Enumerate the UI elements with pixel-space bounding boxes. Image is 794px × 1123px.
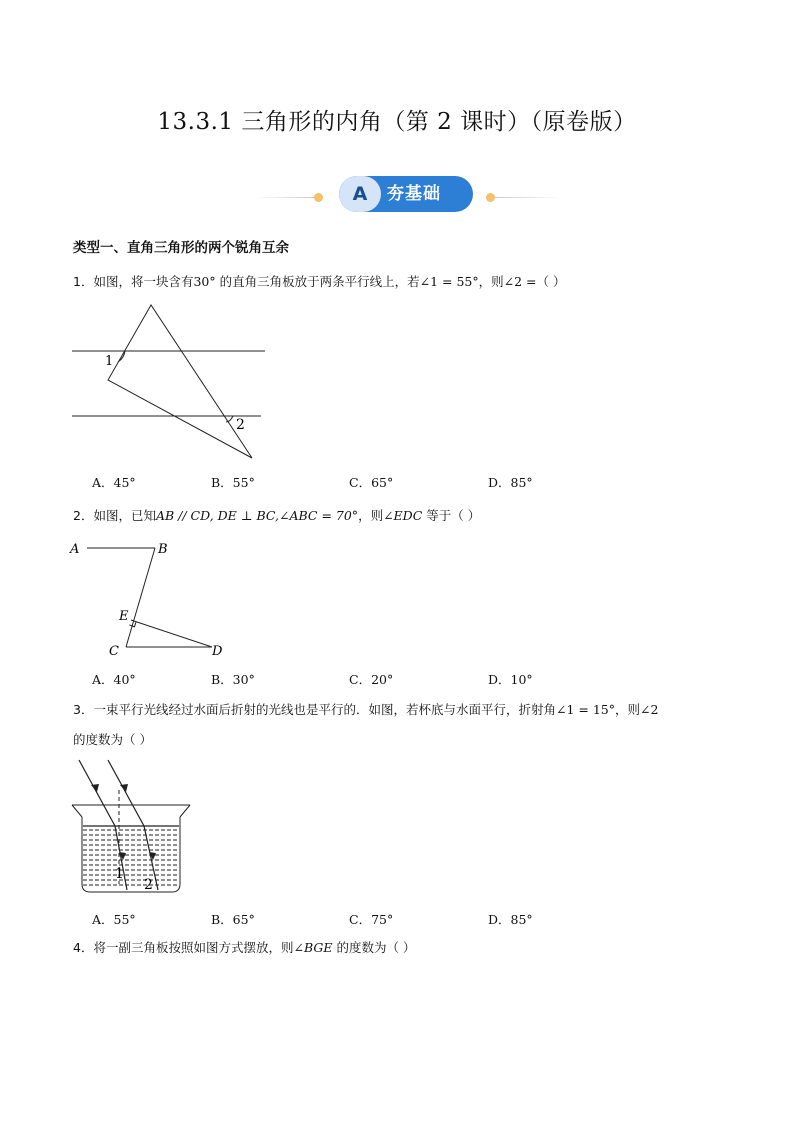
q4-angle-bge: ∠BGE xyxy=(293,940,333,955)
question-3-text xyxy=(73,700,658,720)
q3-part-c: ，则 xyxy=(614,702,640,717)
q1-angle-1: ∠1 = 55° xyxy=(419,274,479,289)
divider-left xyxy=(255,197,315,198)
section-badge-header xyxy=(0,175,794,215)
q3-option-b[interactable]: B．65° xyxy=(211,912,255,927)
question-3-text-line2: 的度数为（ ） xyxy=(73,732,152,747)
q1-blank: （ ） xyxy=(536,274,566,289)
q3-angle-2: ∠2 xyxy=(640,702,659,717)
q2-option-d[interactable]: D．10° xyxy=(488,672,533,687)
level-badge xyxy=(339,176,473,212)
q1-angle-30: 30° xyxy=(193,274,216,289)
q3-part-a: 3．一束平行光线经过水面后折射的光线也是平行的．如图，若杯底与水面平行，折射角 xyxy=(73,702,556,717)
q3-angle-1: ∠1 = 15° xyxy=(555,702,615,717)
q1-part-e: ，则 xyxy=(478,274,504,289)
page-title: 13.3.1 三角形的内角（第 2 课时）（原卷版） xyxy=(157,109,637,135)
dot-right xyxy=(486,193,495,202)
q3-label-1: 1 xyxy=(115,866,124,882)
q1-label-1: 1 xyxy=(105,354,114,369)
badge-text: 夯基础 xyxy=(387,184,441,204)
q2-label-c: C xyxy=(109,644,119,659)
q3-option-a[interactable]: A．55° xyxy=(92,912,136,927)
q1-option-d[interactable]: D．85° xyxy=(488,475,533,490)
q2-option-b[interactable]: B．30° xyxy=(211,672,255,687)
q3-label-2: 2 xyxy=(144,877,153,893)
q2-figure xyxy=(66,538,236,660)
q1-angle-2: ∠2 = xyxy=(503,274,537,289)
q4-part-c: 的度数为（ ） xyxy=(332,940,416,955)
q2-angle-edc: ∠EDC xyxy=(383,508,423,523)
badge-letter: A xyxy=(339,176,381,212)
q1-option-c[interactable]: C．65° xyxy=(349,475,394,490)
q2-label-b: B xyxy=(158,542,168,557)
question-4-text xyxy=(73,938,415,958)
q4-part-a: 4．将一副三角板按照如图方式摆放，则 xyxy=(73,940,294,955)
q1-option-a[interactable]: A．45° xyxy=(92,475,136,490)
q2-part-a: 2．如图，已知 xyxy=(73,508,156,523)
dot-left xyxy=(314,193,323,202)
q1-option-b[interactable]: B．55° xyxy=(211,475,255,490)
q2-label-d: D xyxy=(212,644,223,659)
q3-figure xyxy=(68,756,198,898)
section-title: 类型一、直角三角形的两个锐角互余 xyxy=(73,240,289,256)
q2-part-e: 等于（ ） xyxy=(422,508,481,523)
q1-figure xyxy=(68,298,273,463)
question-1-text xyxy=(73,272,566,292)
q2-option-a[interactable]: A．40° xyxy=(92,672,136,687)
q3-option-d[interactable]: D．85° xyxy=(488,912,533,927)
q3-option-c[interactable]: C．75° xyxy=(349,912,394,927)
q2-label-e: E xyxy=(119,609,129,624)
q1-label-2: 2 xyxy=(236,417,245,433)
q2-condition: AB // CD, DE ⊥ BC,∠ABC = 70° xyxy=(155,508,359,523)
q2-label-a: A xyxy=(70,542,80,557)
q1-part-c: 的直角三角板放于两条平行线上，若 xyxy=(215,274,420,289)
q2-part-c: ，则 xyxy=(358,508,384,523)
question-2-text xyxy=(73,506,480,526)
q2-option-c[interactable]: C．20° xyxy=(349,672,394,687)
q1-part-a: 1．如图，将一块含有 xyxy=(73,274,194,289)
divider-right xyxy=(495,197,560,198)
